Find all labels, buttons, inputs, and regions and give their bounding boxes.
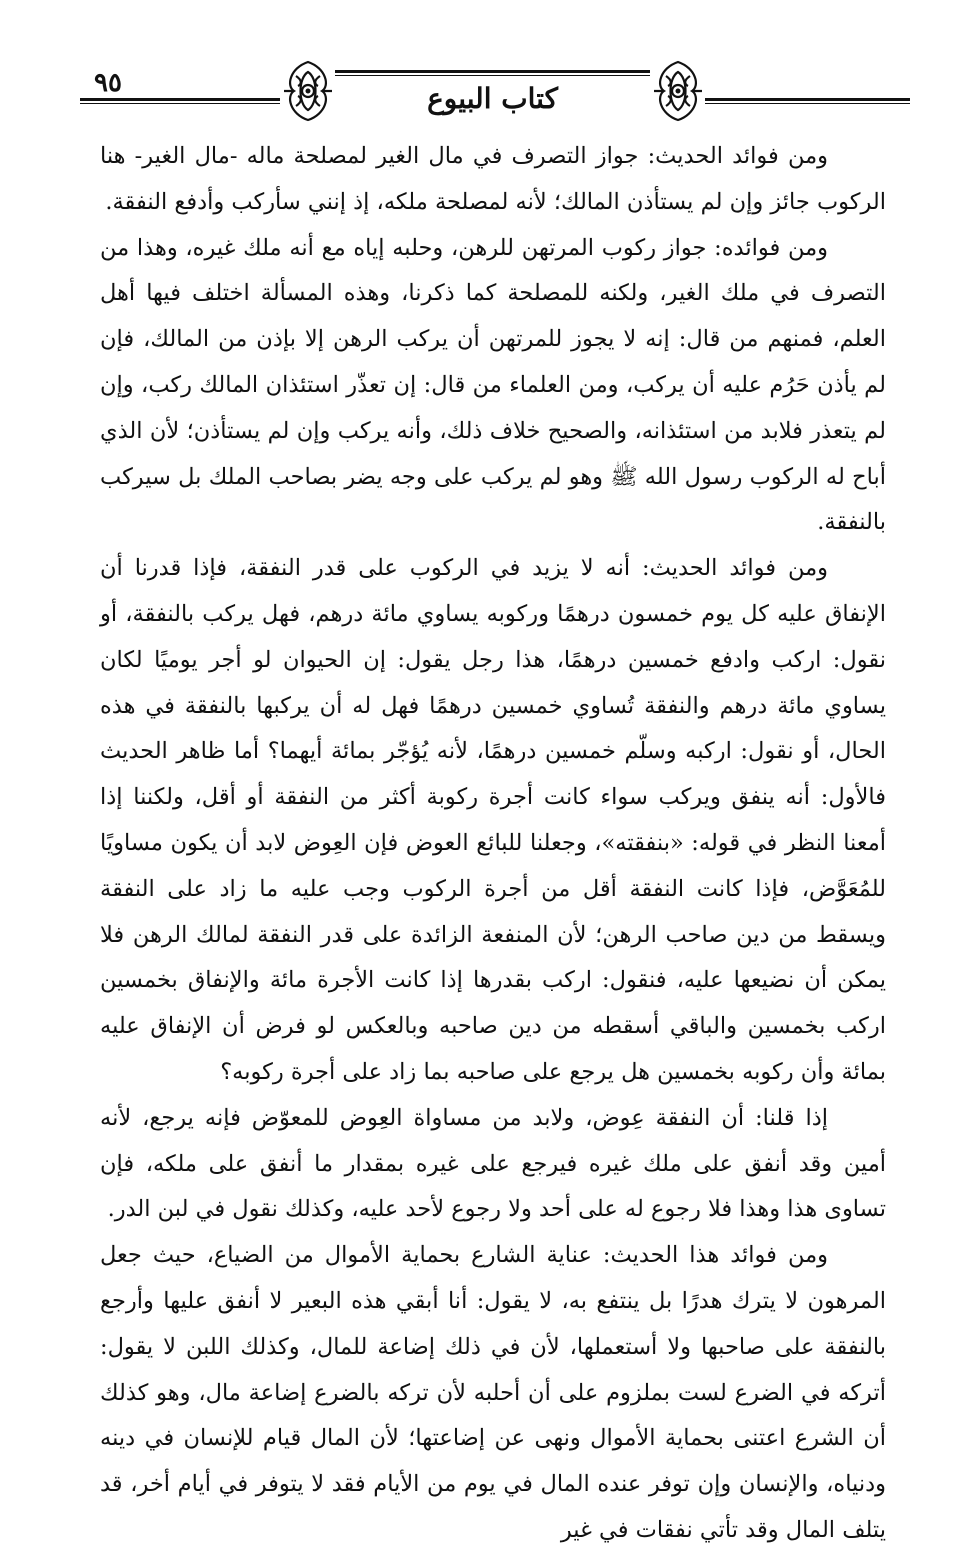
header-rule-left <box>80 98 280 104</box>
paragraph: ومن فوائد الحديث: أنه لا يزيد في الركوب على قدر النفقة، فإذا قدرنا أن الإنفاق عليه كل يوم خمسون درهمًا وركوبه يساوي مائة درهم، فهل يركب بالنفقة، أو نقول: اركب وادفع خمسين درهمًا، هذا رجل يقول: إن الحيوان لو أجر يوميًا لكان يساوي مائة درهم والنفقة تُساوي خمسين درهمًا فهل له أن يركبها بالنفقة في هذه الحال، أو نقول: اركبه وسلّم خمسين درهمًا، لأنه يُؤجّر بمائة أيهما؟ أما ظاهر الحديث فالأول: أنه ينفق ويركب سواء كانت أجرة ركوبة أكثر من النفقة أو أقل، ولكننا إذا أمعنا النظر في قوله: «بنفقته»، وجعلنا للبائع العوض فإن العِوض لابد أن يكون مساويًا للمُعَوَّض، فإذا كانت النفقة أقل من أجرة الركوب وجب عليه ما زاد على النفقة ويسقط من دين صاحب الرهن؛ لأن المنفعة الزائدة على قدر النفقة لمالك الرهن فلا يمكن أن نضيعها عليه، فنقول: اركب بقدرها إذا كانت الأجرة مائة والإنفاق بخمسين اركب بخمسين والباقي أسقطه من دين صاحبه وبالعكس لو فرض أن الإنفاق عليه بمائة وأن ركوبه بخمسين هل يرجع على صاحبه بما زاد على أجرة ركوبه؟ <box>100 555 886 1085</box>
paragraph: إذا قلنا: أن النفقة عِوض، ولابد من مساواة العِوض للمعوّض فإنه يرجع، لأنه أمين وقد أنفق على ملك غيره فيرجع على غيره بمقدار ما أنفق على ملكه، فإن تساوى هذا وهذا فلا رجوع له على أحد ولا رجوع لأحد عليه، وكذلك نقول في لبن الدر. <box>100 1104 886 1223</box>
page-number: ٩٥ <box>94 68 122 98</box>
paragraph: ومن فوائده: جواز ركوب المرتهن للرهن، وحلبه إياه مع أنه ملك غيره، وهذا من التصرف في ملك الغير، ولكنه للمصلحة كما ذكرنا، وهذه المسألة اختلف فيها أهل العلم، فمنهم من قال: إنه لا يجوز للمرتهن أن يركب الرهن إلا بإذن من المالك، فإن لم يأذن حَرُم عليه أن يركب، ومن العلماء من قال: إن تعذّر استئذان المالك ركب، وإن لم يتعذر فلابد من استئذانه، والصحيح خلاف ذلك، وأنه يركب وإن لم يستأذن؛ لأن الذي أباح له الركوب رسول الله ﷺ وهو لم يركب على وجه يضر بصاحب الملك بل سيركب بالنفقة. <box>100 234 886 536</box>
body-text <box>100 134 886 1554</box>
header-rule-right <box>705 98 910 104</box>
paragraph: ومن فوائد هذا الحديث: عناية الشارع بحماية الأموال من الضياع، حيث جعل المرهون لا يترك هدرًا بل ينتفع به، لا يقول: أنا أبقي هذه البعير لا أنفق عليها وأرجع بالنفقة على صاحبها ولا أستعملها، لأن في ذلك إضاعة للمال، وكذلك اللبن لا يقول: أتركه في الضرع لست بملزوم على أن أحلبه لأن تركه بالضرع إضاعة مال، وهو كذلك أن الشرع اعتنى بحماية الأموال ونهى عن إضاعتها؛ لأن المال قيام للإنسان في دينه ودنياه، والإنسان وإن توفر عنده المال في يوم من الأيام فقد لا يتوفر في أيام أخر، قد يتلف المال وقد تأتي نفقات في غير <box>100 1242 886 1543</box>
header-rule-top <box>335 70 650 76</box>
book-title: كتاب البيوع <box>427 82 558 115</box>
paragraph: ومن فوائد الحديث: جواز التصرف في مال الغير لمصلحة ماله -مال الغير- هنا الركوب جائز وإن لم يستأذن المالك؛ لأنه لمصلحة ملكه، إذ إنني سأركب وأدفع النفقة. <box>100 143 886 215</box>
floral-ornament-icon <box>280 58 336 124</box>
page-header <box>80 58 910 128</box>
floral-ornament-icon <box>650 58 706 124</box>
